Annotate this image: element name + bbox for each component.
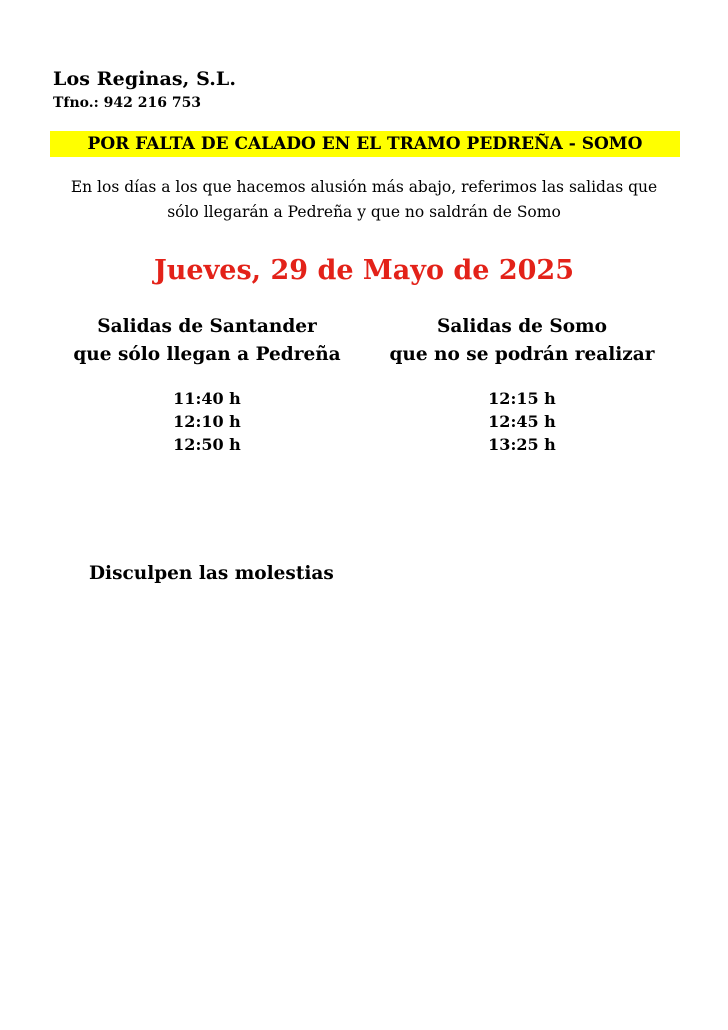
- santander-departures-column: [57, 313, 357, 456]
- company-name: Los Reginas, S.L.: [53, 68, 237, 90]
- column-heading-line: Salidas de Santander: [97, 316, 317, 337]
- departure-time: 12:45 h: [488, 412, 556, 431]
- intro-line: En los días a los que hacemos alusión más abajo, referimos las salidas que: [70, 178, 658, 196]
- departure-time: 11:40 h: [173, 389, 241, 408]
- column-heading: [57, 313, 357, 369]
- somo-departures-column: [372, 313, 672, 456]
- departure-time: 12:15 h: [488, 389, 556, 408]
- intro-paragraph: [40, 175, 688, 225]
- time-list: [372, 387, 672, 456]
- column-heading-line: Salidas de Somo: [437, 316, 607, 337]
- notice-banner: POR FALTA DE CALADO EN EL TRAMO PEDREÑA - SOMO: [50, 131, 680, 157]
- time-list: [57, 387, 357, 456]
- column-heading: [372, 313, 672, 369]
- departure-time: 13:25 h: [488, 435, 556, 454]
- departure-time: 12:50 h: [173, 435, 241, 454]
- apology-text: Disculpen las molestias: [89, 563, 334, 584]
- company-phone: Tfno.: 942 216 753: [53, 95, 202, 111]
- departure-time: 12:10 h: [173, 412, 241, 431]
- date-heading: Jueves, 29 de Mayo de 2025: [154, 255, 574, 286]
- column-heading-line: que no se podrán realizar: [389, 344, 655, 365]
- column-heading-line: que sólo llegan a Pedreña: [73, 344, 341, 365]
- intro-line: sólo llegarán a Pedreña y que no saldrán de Somo: [167, 203, 561, 221]
